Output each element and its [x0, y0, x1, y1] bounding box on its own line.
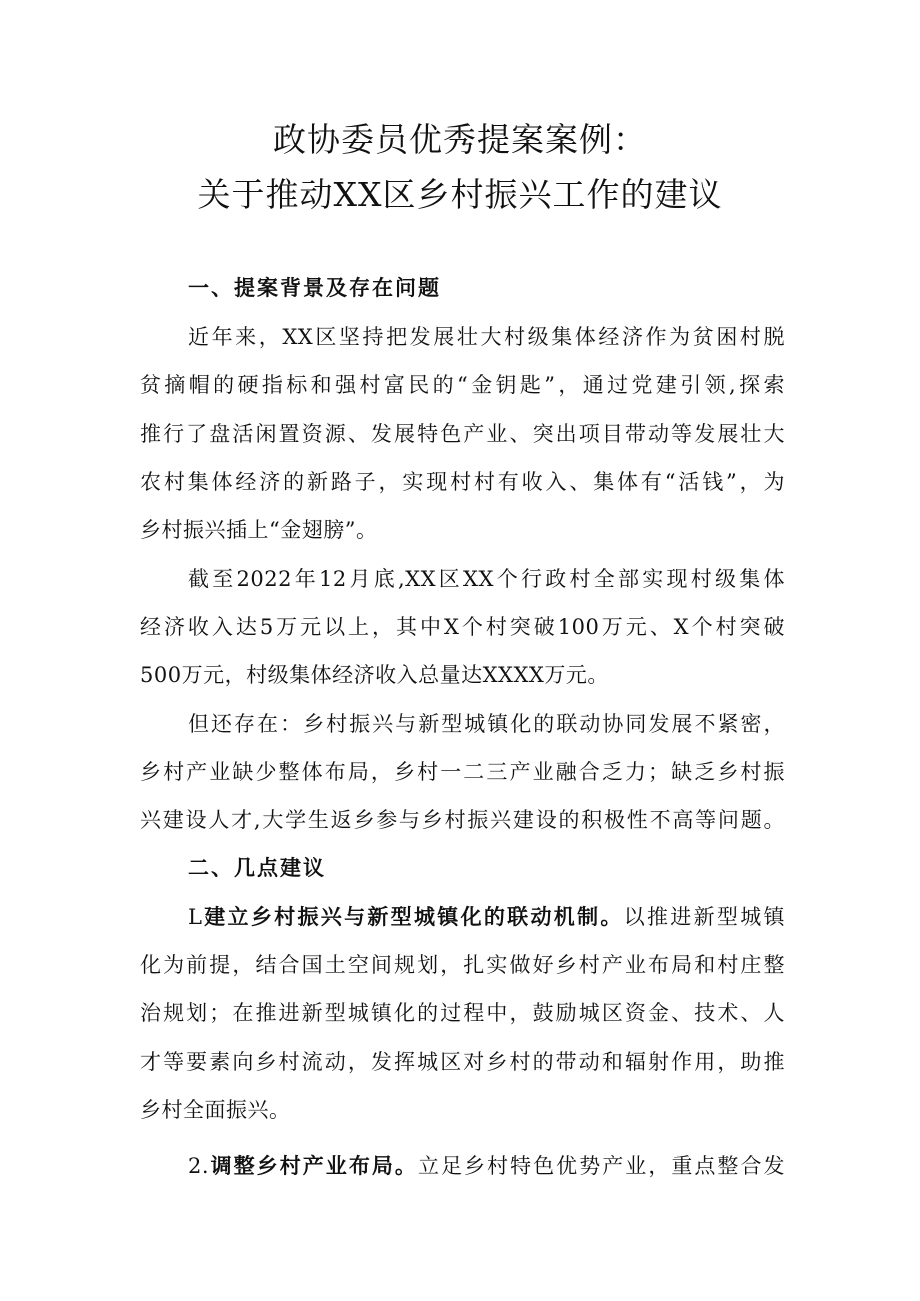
p2-line3: 500万元，村级集体经济收入总量达XXXX万元。	[140, 663, 609, 687]
p3-line2: 乡村产业缺少整体布局，乡村一二三产业融合乏力；缺乏乡村振	[140, 760, 785, 784]
section1-heading: 一、提案背景及存在问题	[188, 276, 441, 300]
p1-line4: 农村集体经济的新路子，实现村村有收入、集体有“活钱”，为	[140, 470, 785, 494]
item1-rest: 以推进新型城镇	[623, 905, 785, 929]
p1-line5: 乡村振兴插上“金翅膀”。	[140, 518, 378, 542]
item2-number: 2.	[188, 1154, 210, 1178]
item1-line5: 乡村全面振兴。	[140, 1098, 291, 1122]
item1-line4: 才等要素向乡村流动，发挥城区对乡村的带动和辐射作用，助推	[140, 1050, 785, 1074]
p3-line1: 但还存在：乡村振兴与新型城镇化的联动协同发展不紧密，	[188, 712, 785, 736]
item1-bold-lead: 建立乡村振兴与新型城镇化的联动机制。	[202, 905, 624, 929]
item2-rest: 立足乡村特色优势产业，重点整合发	[417, 1154, 786, 1178]
p2-line2: 经济收入达5万元以上，其中X个村突破100万元、X个村突破	[140, 615, 785, 639]
p1-line3: 推行了盘活闲置资源、发展特色产业、突出项目带动等发展壮大	[140, 422, 785, 446]
p1-line2: 贫摘帽的硬指标和强村富民的“金钥匙”，通过党建引领,探索	[140, 373, 785, 397]
doc-title-line1: 政协委员优秀提案案例：	[273, 120, 647, 159]
item2-bold-lead: 调整乡村产业布局。	[209, 1154, 418, 1178]
item1-number: L	[188, 905, 203, 929]
p3-line3: 兴建设人才,大学生返乡参与乡村振兴建设的积极性不高等问题。	[140, 808, 785, 832]
item1-line3: 治规划；在推进新型城镇化的过程中，鼓励城区资金、技术、人	[140, 1001, 785, 1025]
p1-line1: 近年来，XX区坚持把发展壮大村级集体经济作为贫困村脱	[188, 325, 785, 349]
p2-line1: 截至2022年12月底,XX区XX个行政村全部实现村级集体	[188, 567, 785, 591]
doc-title-line2: 关于推动XX区乡村振兴工作的建议	[197, 175, 723, 214]
item2-line1	[188, 1150, 785, 1180]
item1-line2: 化为前提，结合国土空间规划，扎实做好乡村产业布局和村庄整	[140, 953, 785, 977]
section2-heading: 二、几点建议	[188, 856, 326, 880]
item1-line1	[188, 901, 785, 931]
